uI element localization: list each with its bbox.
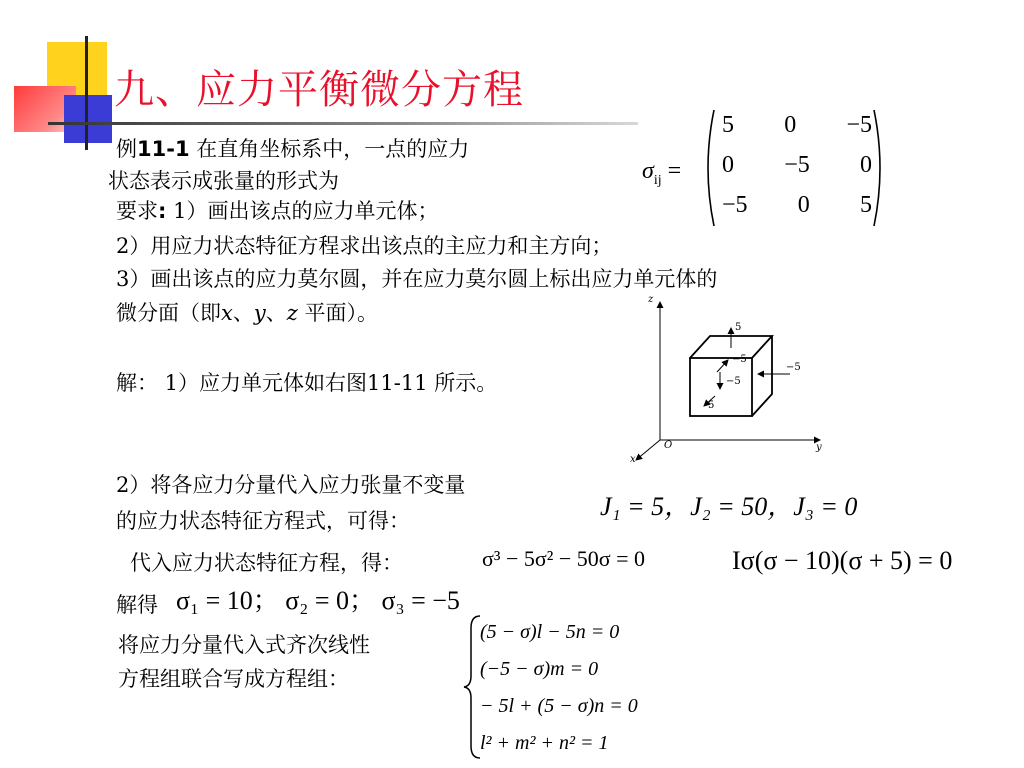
req4-sep-1: 、	[232, 301, 254, 325]
req4-y: y	[253, 301, 266, 325]
system-equation: l² + m² + n² = 1	[480, 732, 609, 754]
matrix-symbol	[642, 158, 681, 189]
axis-x-label: x	[630, 454, 636, 465]
matrix-grid	[722, 112, 872, 232]
matrix-cell: 5	[722, 112, 734, 138]
example-number: 11-1	[137, 137, 190, 161]
system-line-1: 将应力分量代入式齐次线性	[118, 633, 370, 657]
system-equation: − 5l + (5 − σ)n = 0	[480, 695, 638, 717]
req4-sep-2: 、	[265, 301, 287, 325]
invariants-equation: J₁ = 5，J₂ = 50，J₃ = 0	[600, 492, 858, 521]
char-eq-2-prefix: I	[732, 546, 741, 575]
matrix-cell: 0	[859, 152, 872, 178]
equals-sign: =	[667, 158, 682, 184]
horizontal-rule	[48, 122, 638, 125]
requirement-2: 2）用应力状态特征方程求出该点的主应力和主方向；	[116, 234, 613, 258]
system-line-2: 方程组联合写成方程组：	[118, 667, 349, 691]
matrix-cell: 5	[859, 192, 872, 218]
step2-line-2: 的应力状态特征方程式，可得：	[116, 509, 410, 533]
stress-label-bottom: 5	[708, 400, 715, 411]
req4-text-b: 平面）。	[297, 301, 378, 325]
solution-step-1: 解： 1）应力单元体如右图11-11 所示。	[116, 371, 498, 395]
stress-element-figure	[620, 292, 826, 464]
req1-prefix: 要求	[116, 199, 158, 223]
matrix-row	[722, 192, 872, 232]
matrix-cell: 0	[722, 152, 734, 178]
matrix-cell: −5	[846, 112, 872, 138]
char-eq-2-body: σ(σ − 10)(σ + 5) = 0	[740, 546, 953, 575]
matrix-subscript: ij	[653, 172, 662, 188]
example-line-1	[116, 136, 469, 162]
origin-label: O	[664, 440, 673, 451]
step2-line-1: 2）将各应力分量代入应力张量不变量	[116, 473, 466, 497]
blue-square	[64, 95, 112, 143]
system-equations	[480, 614, 638, 762]
matrix-row	[722, 112, 872, 152]
roots-values: σ₁ = 10； σ₂ = 0； σ₃ = −5	[176, 586, 460, 615]
sigma-symbol: σ	[642, 158, 654, 184]
matrix-cell: −5	[784, 152, 810, 178]
example-prefix: 例	[116, 137, 137, 161]
char-eq-1: σ³ − 5σ² − 50σ = 0	[482, 546, 645, 571]
matrix-row	[722, 152, 872, 192]
system-equation: (−5 − σ)m = 0	[480, 658, 599, 680]
char-eq-2	[732, 546, 952, 576]
matrix-cell: 0	[784, 112, 797, 138]
matrix-cell: −5	[722, 192, 748, 218]
axis-z-label: z	[648, 294, 654, 305]
req4-text-a: 微分面（即	[116, 301, 221, 325]
matrix-cell: 0	[797, 192, 810, 218]
req1-text: 1）画出该点的应力单元体；	[166, 199, 439, 223]
stress-label-mid-a: −5	[732, 354, 747, 365]
page-title: 九、应力平衡微分方程	[114, 67, 524, 113]
example-text-1: 在直角坐标系中，一点的应力	[196, 137, 470, 161]
stress-element-drawing	[620, 292, 826, 464]
requirement-4	[116, 300, 378, 326]
req4-x: x	[221, 301, 233, 325]
axis-y-label: y	[816, 442, 822, 453]
roots-label: 解得	[116, 593, 158, 617]
char-eq-label: 代入应力状态特征方程，得：	[130, 551, 403, 575]
requirement-3: 3）画出该点的应力莫尔圆，并在应力莫尔圆上标出应力单元体的	[116, 267, 718, 291]
vertical-rule	[85, 36, 88, 150]
requirement-1	[116, 198, 438, 224]
req4-z: z	[286, 301, 298, 325]
stress-label-right: −5	[786, 362, 801, 373]
stress-label-top: 5	[735, 322, 742, 333]
req1-colon: :	[158, 199, 167, 223]
stress-label-mid-b: −5	[726, 376, 741, 387]
example-line-2: 状态表示成张量的形式为	[108, 169, 339, 193]
system-equation: (5 − σ)l − 5n = 0	[480, 621, 620, 643]
